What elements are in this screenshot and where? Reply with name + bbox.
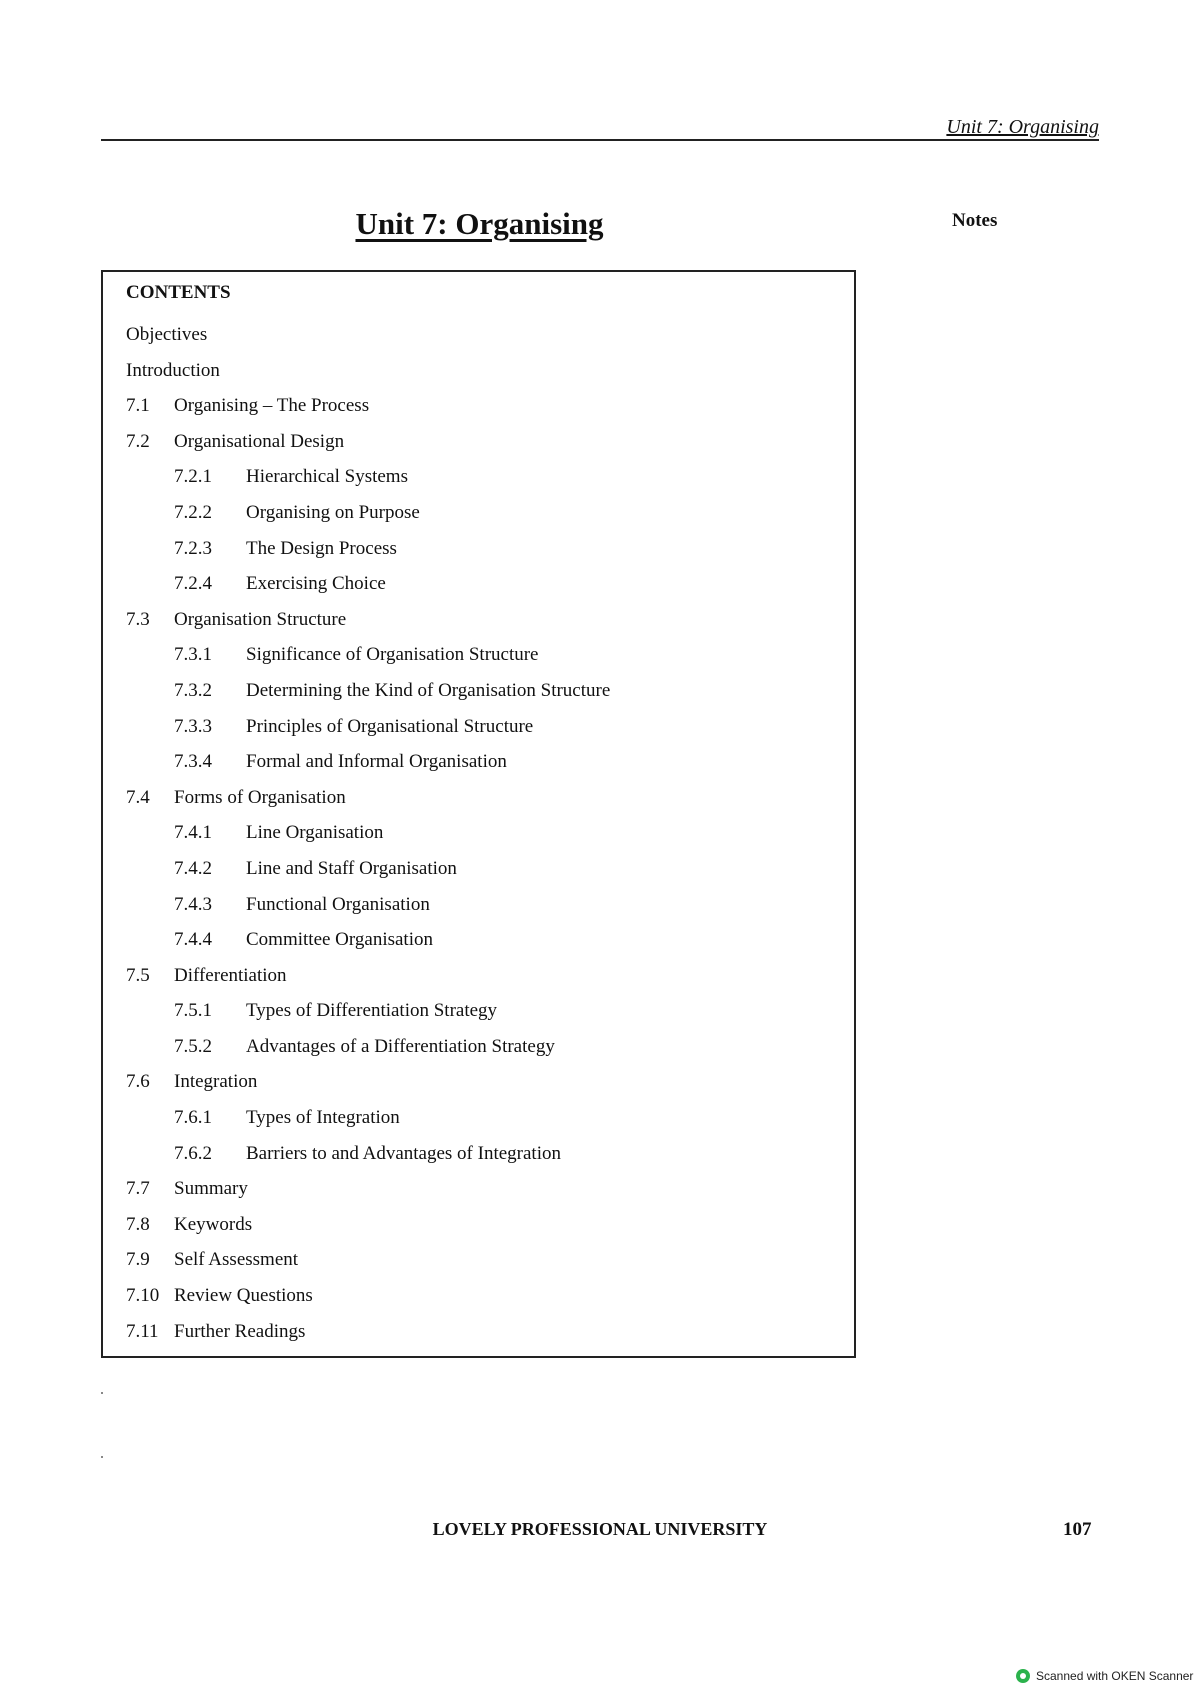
toc-number: 7.3.4 — [174, 751, 212, 773]
page-number: 107 — [1063, 1519, 1092, 1540]
toc-label: Hierarchical Systems — [246, 466, 408, 488]
toc-label: Line and Staff Organisation — [246, 857, 457, 879]
toc-label: Determining the Kind of Organisation Structure — [246, 679, 611, 701]
running-head-text: Unit 7: Organising — [946, 116, 1099, 138]
page-title-text: Unit 7: Organising — [355, 206, 604, 241]
toc-number: 7.10 — [126, 1285, 160, 1307]
toc-label: Exercising Choice — [246, 573, 386, 595]
toc-number: 7.3.3 — [174, 715, 212, 737]
toc-number: 7.5.1 — [174, 1000, 212, 1022]
toc-number: 7.2 — [126, 430, 150, 452]
toc-item[interactable] — [126, 673, 826, 709]
toc-number: 7.4.4 — [174, 929, 212, 951]
toc-label: The Design Process — [246, 537, 397, 559]
toc-label: Differentiation — [174, 964, 287, 986]
toc-item[interactable] — [126, 993, 826, 1029]
notes-margin-label: Notes — [952, 210, 998, 231]
toc-label: Review Questions — [174, 1285, 313, 1307]
toc-number: 7.4 — [126, 786, 150, 808]
toc-number: 7.5 — [126, 964, 150, 986]
toc-label: Summary — [174, 1178, 248, 1200]
toc-label: Line Organisation — [246, 822, 384, 844]
toc-item[interactable] — [126, 602, 826, 638]
toc-item[interactable] — [126, 887, 826, 923]
toc-label: Advantages of a Differentiation Strategy — [246, 1035, 555, 1057]
toc-label: Further Readings — [174, 1320, 306, 1342]
running-head — [101, 116, 1099, 139]
toc-number: 7.4.2 — [174, 857, 212, 879]
toc-label: Committee Organisation — [246, 929, 433, 951]
toc-label: Organising on Purpose — [246, 501, 420, 523]
scan-speck — [101, 1456, 103, 1458]
toc-item[interactable] — [126, 388, 826, 424]
header-rule — [101, 139, 1099, 141]
toc-label: Keywords — [174, 1213, 253, 1235]
scanner-watermark — [1016, 1669, 1193, 1683]
toc-item[interactable] — [126, 1171, 826, 1207]
toc-number: 7.2.3 — [174, 537, 212, 559]
toc-item[interactable] — [126, 1064, 826, 1100]
toc-item[interactable] — [126, 1242, 826, 1278]
toc-number: 7.2.1 — [174, 466, 212, 488]
toc-label: Principles of Organisational Structure — [246, 715, 534, 737]
toc-label: Introduction — [126, 359, 220, 381]
toc-item[interactable] — [126, 1278, 826, 1314]
toc-item[interactable] — [126, 815, 826, 851]
toc-item[interactable] — [126, 958, 826, 994]
toc-number: 7.4.1 — [174, 822, 212, 844]
toc-label: Organising – The Process — [174, 395, 370, 417]
contents-heading: CONTENTS — [126, 282, 231, 303]
toc-label: Self Assessment — [174, 1249, 299, 1271]
footer-university: LOVELY PROFESSIONAL UNIVERSITY — [432, 1519, 768, 1539]
toc-item[interactable] — [126, 922, 826, 958]
toc-number: 7.6 — [126, 1071, 150, 1093]
toc-item[interactable] — [126, 637, 826, 673]
toc-label: Formal and Informal Organisation — [246, 751, 507, 773]
toc-number: 7.3.1 — [174, 644, 212, 666]
toc-item[interactable] — [126, 424, 826, 460]
toc-number: 7.1 — [126, 395, 150, 417]
toc-number: 7.7 — [126, 1178, 150, 1200]
toc-item[interactable] — [126, 317, 826, 353]
toc-number: 7.5.2 — [174, 1035, 212, 1057]
toc-number: 7.6.1 — [174, 1107, 212, 1129]
toc-label: Types of Integration — [246, 1107, 400, 1129]
toc-number: 7.9 — [126, 1249, 150, 1271]
toc-number: 7.8 — [126, 1213, 150, 1235]
scanner-watermark-text: Scanned with OKEN Scanner — [1036, 1669, 1194, 1683]
toc-item[interactable] — [126, 1136, 826, 1172]
toc-item[interactable] — [126, 1207, 826, 1243]
toc-item[interactable] — [126, 709, 826, 745]
toc-label: Barriers to and Advantages of Integration — [246, 1142, 561, 1164]
toc-label: Forms of Organisation — [174, 786, 346, 808]
toc-item[interactable] — [126, 744, 826, 780]
toc-item[interactable] — [126, 1029, 826, 1065]
contents-box — [101, 270, 856, 1358]
toc-label: Integration — [174, 1071, 258, 1093]
toc-label: Objectives — [126, 324, 208, 345]
toc-list — [126, 317, 826, 1349]
toc-number: 7.3 — [126, 608, 150, 630]
page-title — [101, 206, 858, 242]
toc-number: 7.3.2 — [174, 679, 212, 701]
toc-number: 7.6.2 — [174, 1142, 212, 1164]
toc-number: 7.2.4 — [174, 573, 212, 595]
toc-label: Organisational Design — [174, 430, 345, 452]
toc-item[interactable] — [126, 495, 826, 531]
toc-item[interactable] — [126, 1100, 826, 1136]
toc-label: Functional Organisation — [246, 893, 430, 915]
toc-item[interactable] — [126, 1314, 826, 1350]
toc-item[interactable] — [126, 353, 826, 389]
toc-item[interactable] — [126, 780, 826, 816]
scan-speck — [101, 1392, 103, 1394]
toc-item[interactable] — [126, 459, 826, 495]
toc-label: Significance of Organisation Structure — [246, 644, 539, 666]
toc-number: 7.2.2 — [174, 501, 212, 523]
toc-item[interactable] — [126, 531, 826, 567]
toc-number: 7.11 — [126, 1320, 159, 1342]
toc-label: Organisation Structure — [174, 608, 347, 630]
toc-number: 7.4.3 — [174, 893, 212, 915]
oken-scanner-logo-icon — [1016, 1669, 1030, 1683]
toc-item[interactable] — [126, 566, 826, 602]
toc-item[interactable] — [126, 851, 826, 887]
toc-label: Types of Differentiation Strategy — [246, 1000, 498, 1022]
